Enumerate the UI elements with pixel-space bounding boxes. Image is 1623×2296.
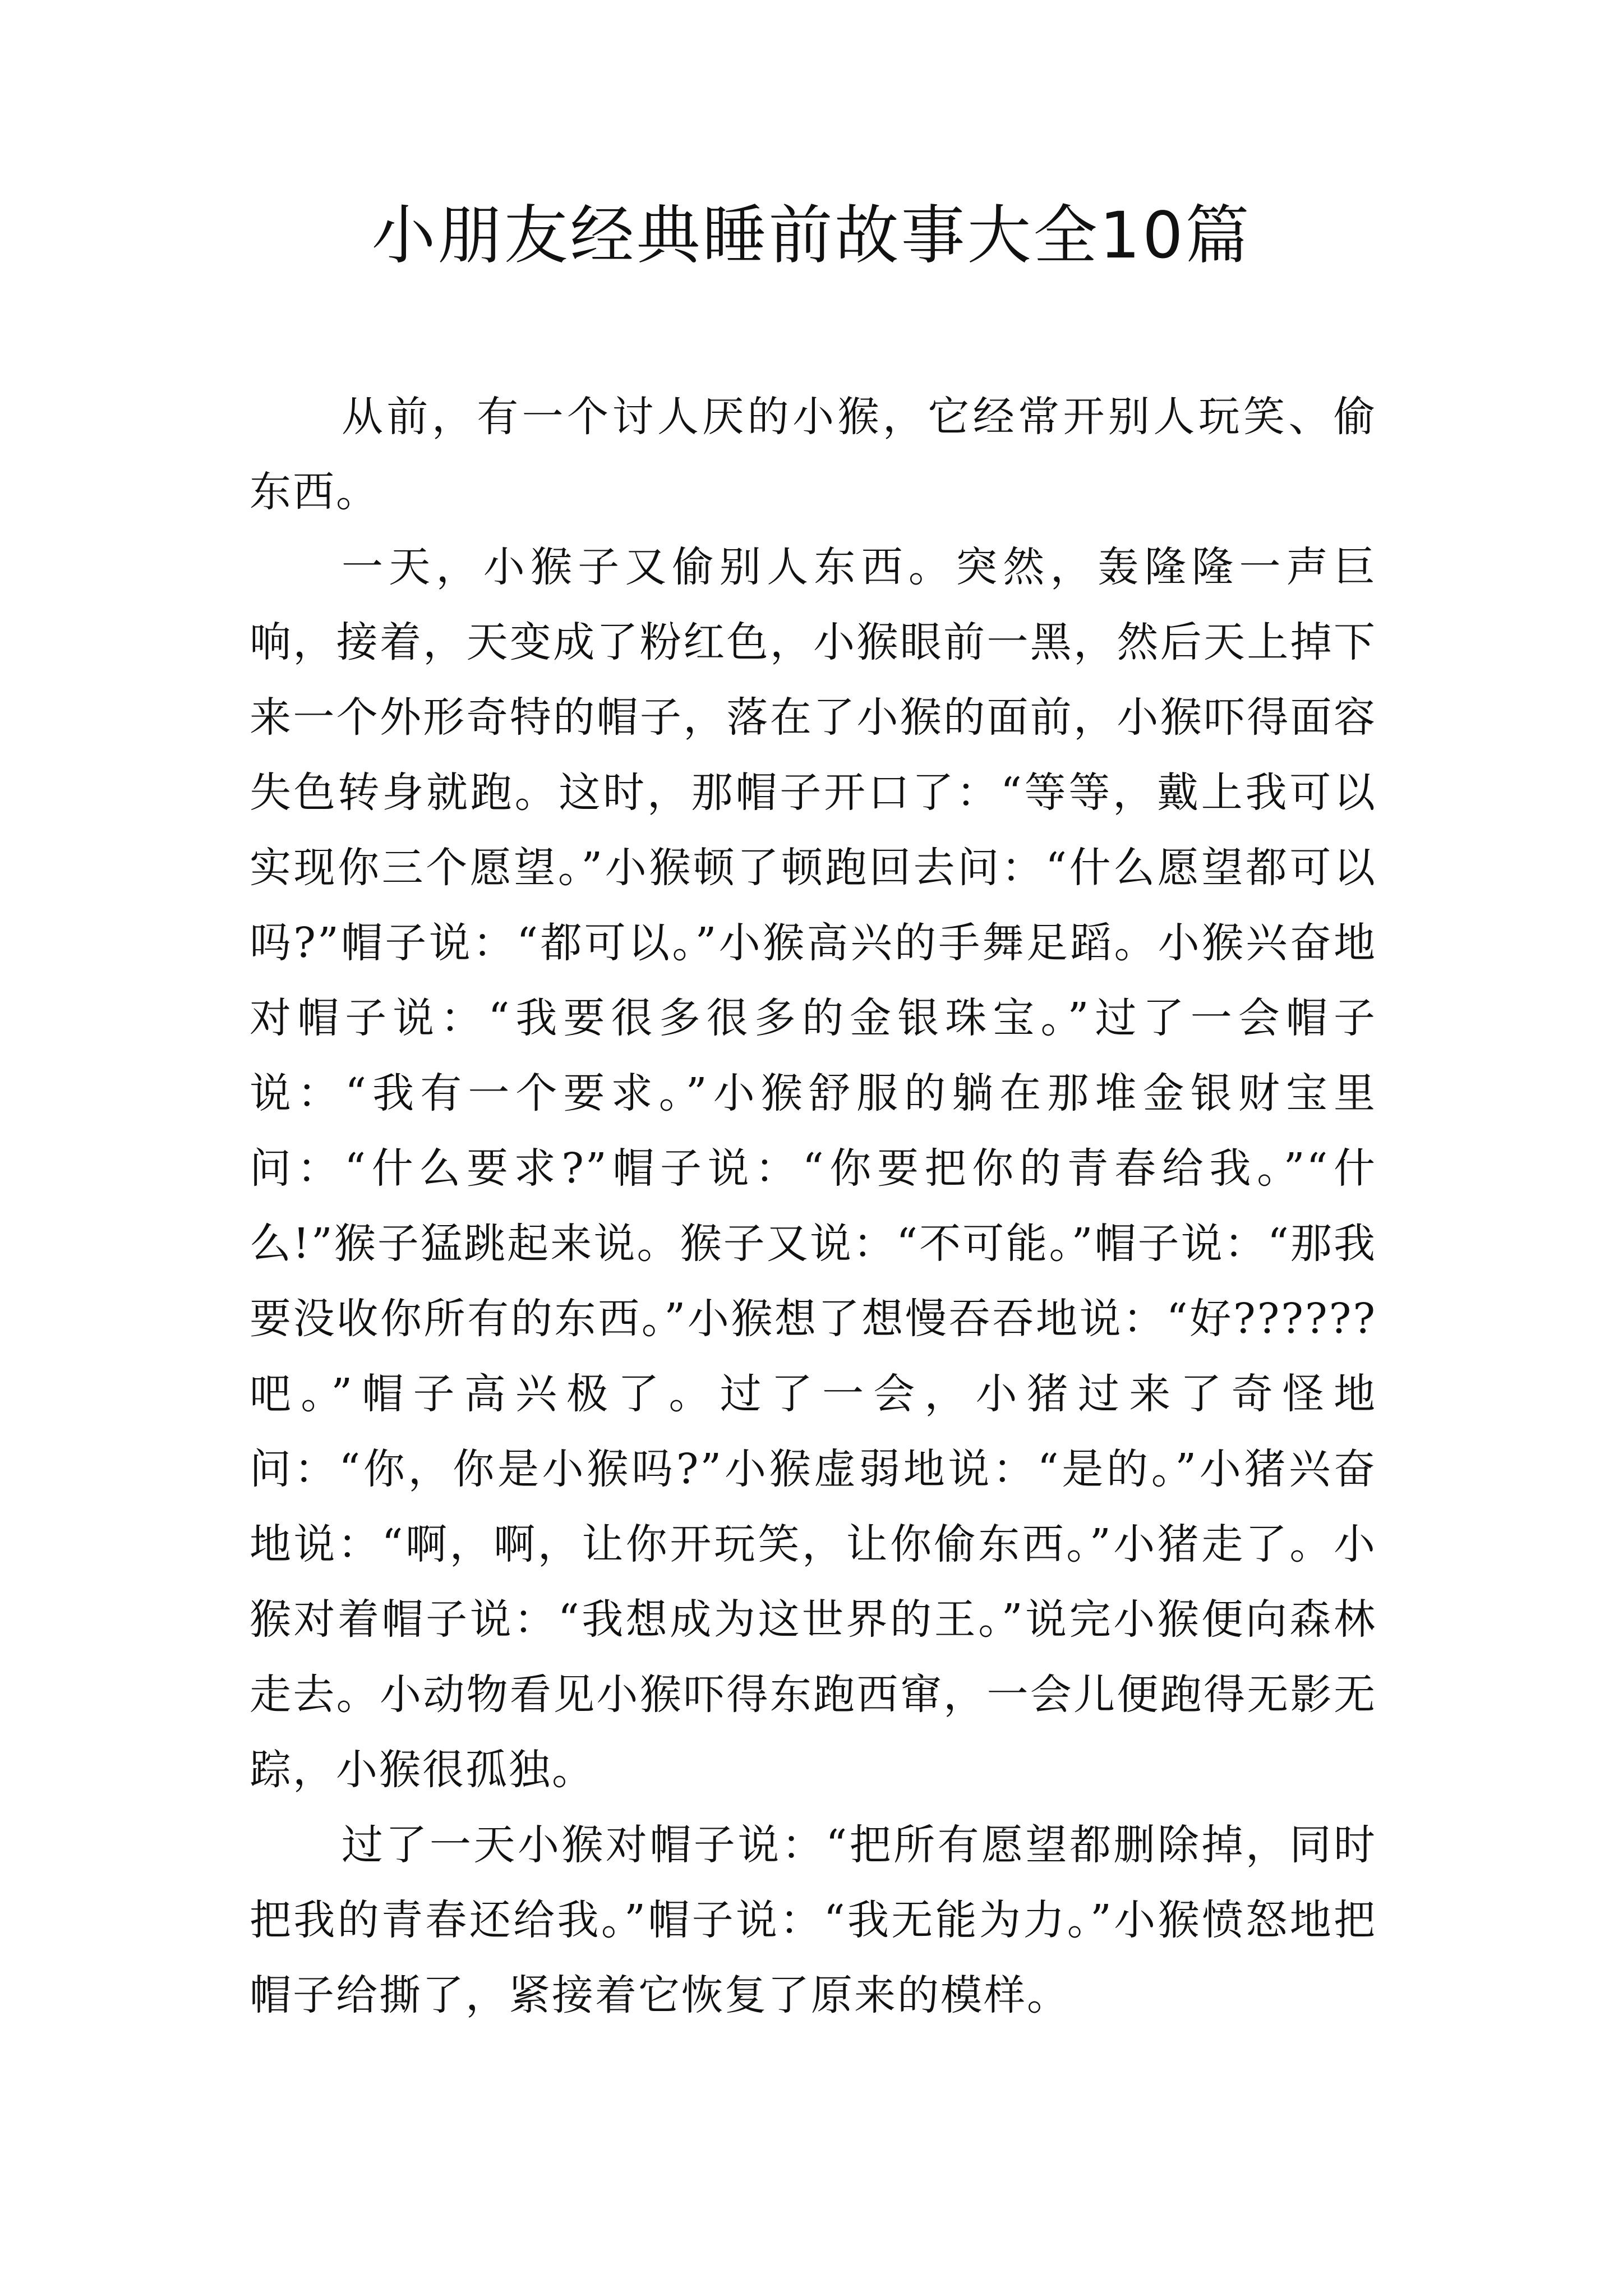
document-body <box>250 379 1377 2033</box>
paragraph-1: 从前，有一个讨人厌的小猴，它经常开别人玩笑、偷东西。 <box>250 393 1377 516</box>
paragraph-3: 过了一天小猴对帽子说：“把所有愿望都删除掉，同时把我的青春还给我。”帽子说：“我无能为力。”小猴愤怒地把帽子给撕了，紧接着它恢复了原来的模样。 <box>250 1821 1377 2019</box>
paragraph-2: 一天，小猴子又偷别人东西。突然，轰隆隆一声巨响，接着，天变成了粉红色，小猴眼前一黑，然后天上掉下来一个外形奇特的帽子，落在了小猴的面前，小猴吓得面容失色转身就跑。这时，那帽子开口了：“等等，戴上我可以实现你三个愿望。”小猴顿了顿跑回去问：“什么愿望都可以吗?”帽子说：“都可以。”小猴高兴的手舞足蹈。小猴兴奋地对帽子说：“我要很多很多的金银珠宝。”过了一会帽子说：“我有一个要求。”小猴舒服的躺在那堆金银财宝里问：“什么要求?”帽子说：“你要把你的青春给我。”“什么!”猴子猛跳起来说。猴子又说：“不可能。”帽子说：“那我要没收你所有的东西。”小猴想了想慢吞吞地说：“好??????吧。”帽子高兴极了。过了一会，小猪过来了奇怪地问：“你，你是小猴吗?”小猴虚弱地说：“是的。”小猪兴奋地说：“啊，啊，让你开玩笑，让你偷东西。”小猪走了。小猴对着帽子说：“我想成为这世界的王。”说完小猴便向森林走去。小动物看见小猴吓得东跑西窜，一会儿便跑得无影无踪，小猴很孤独。 <box>250 543 1377 1794</box>
document-title: 小朋友经典睡前故事大全10篇 <box>371 198 1252 273</box>
